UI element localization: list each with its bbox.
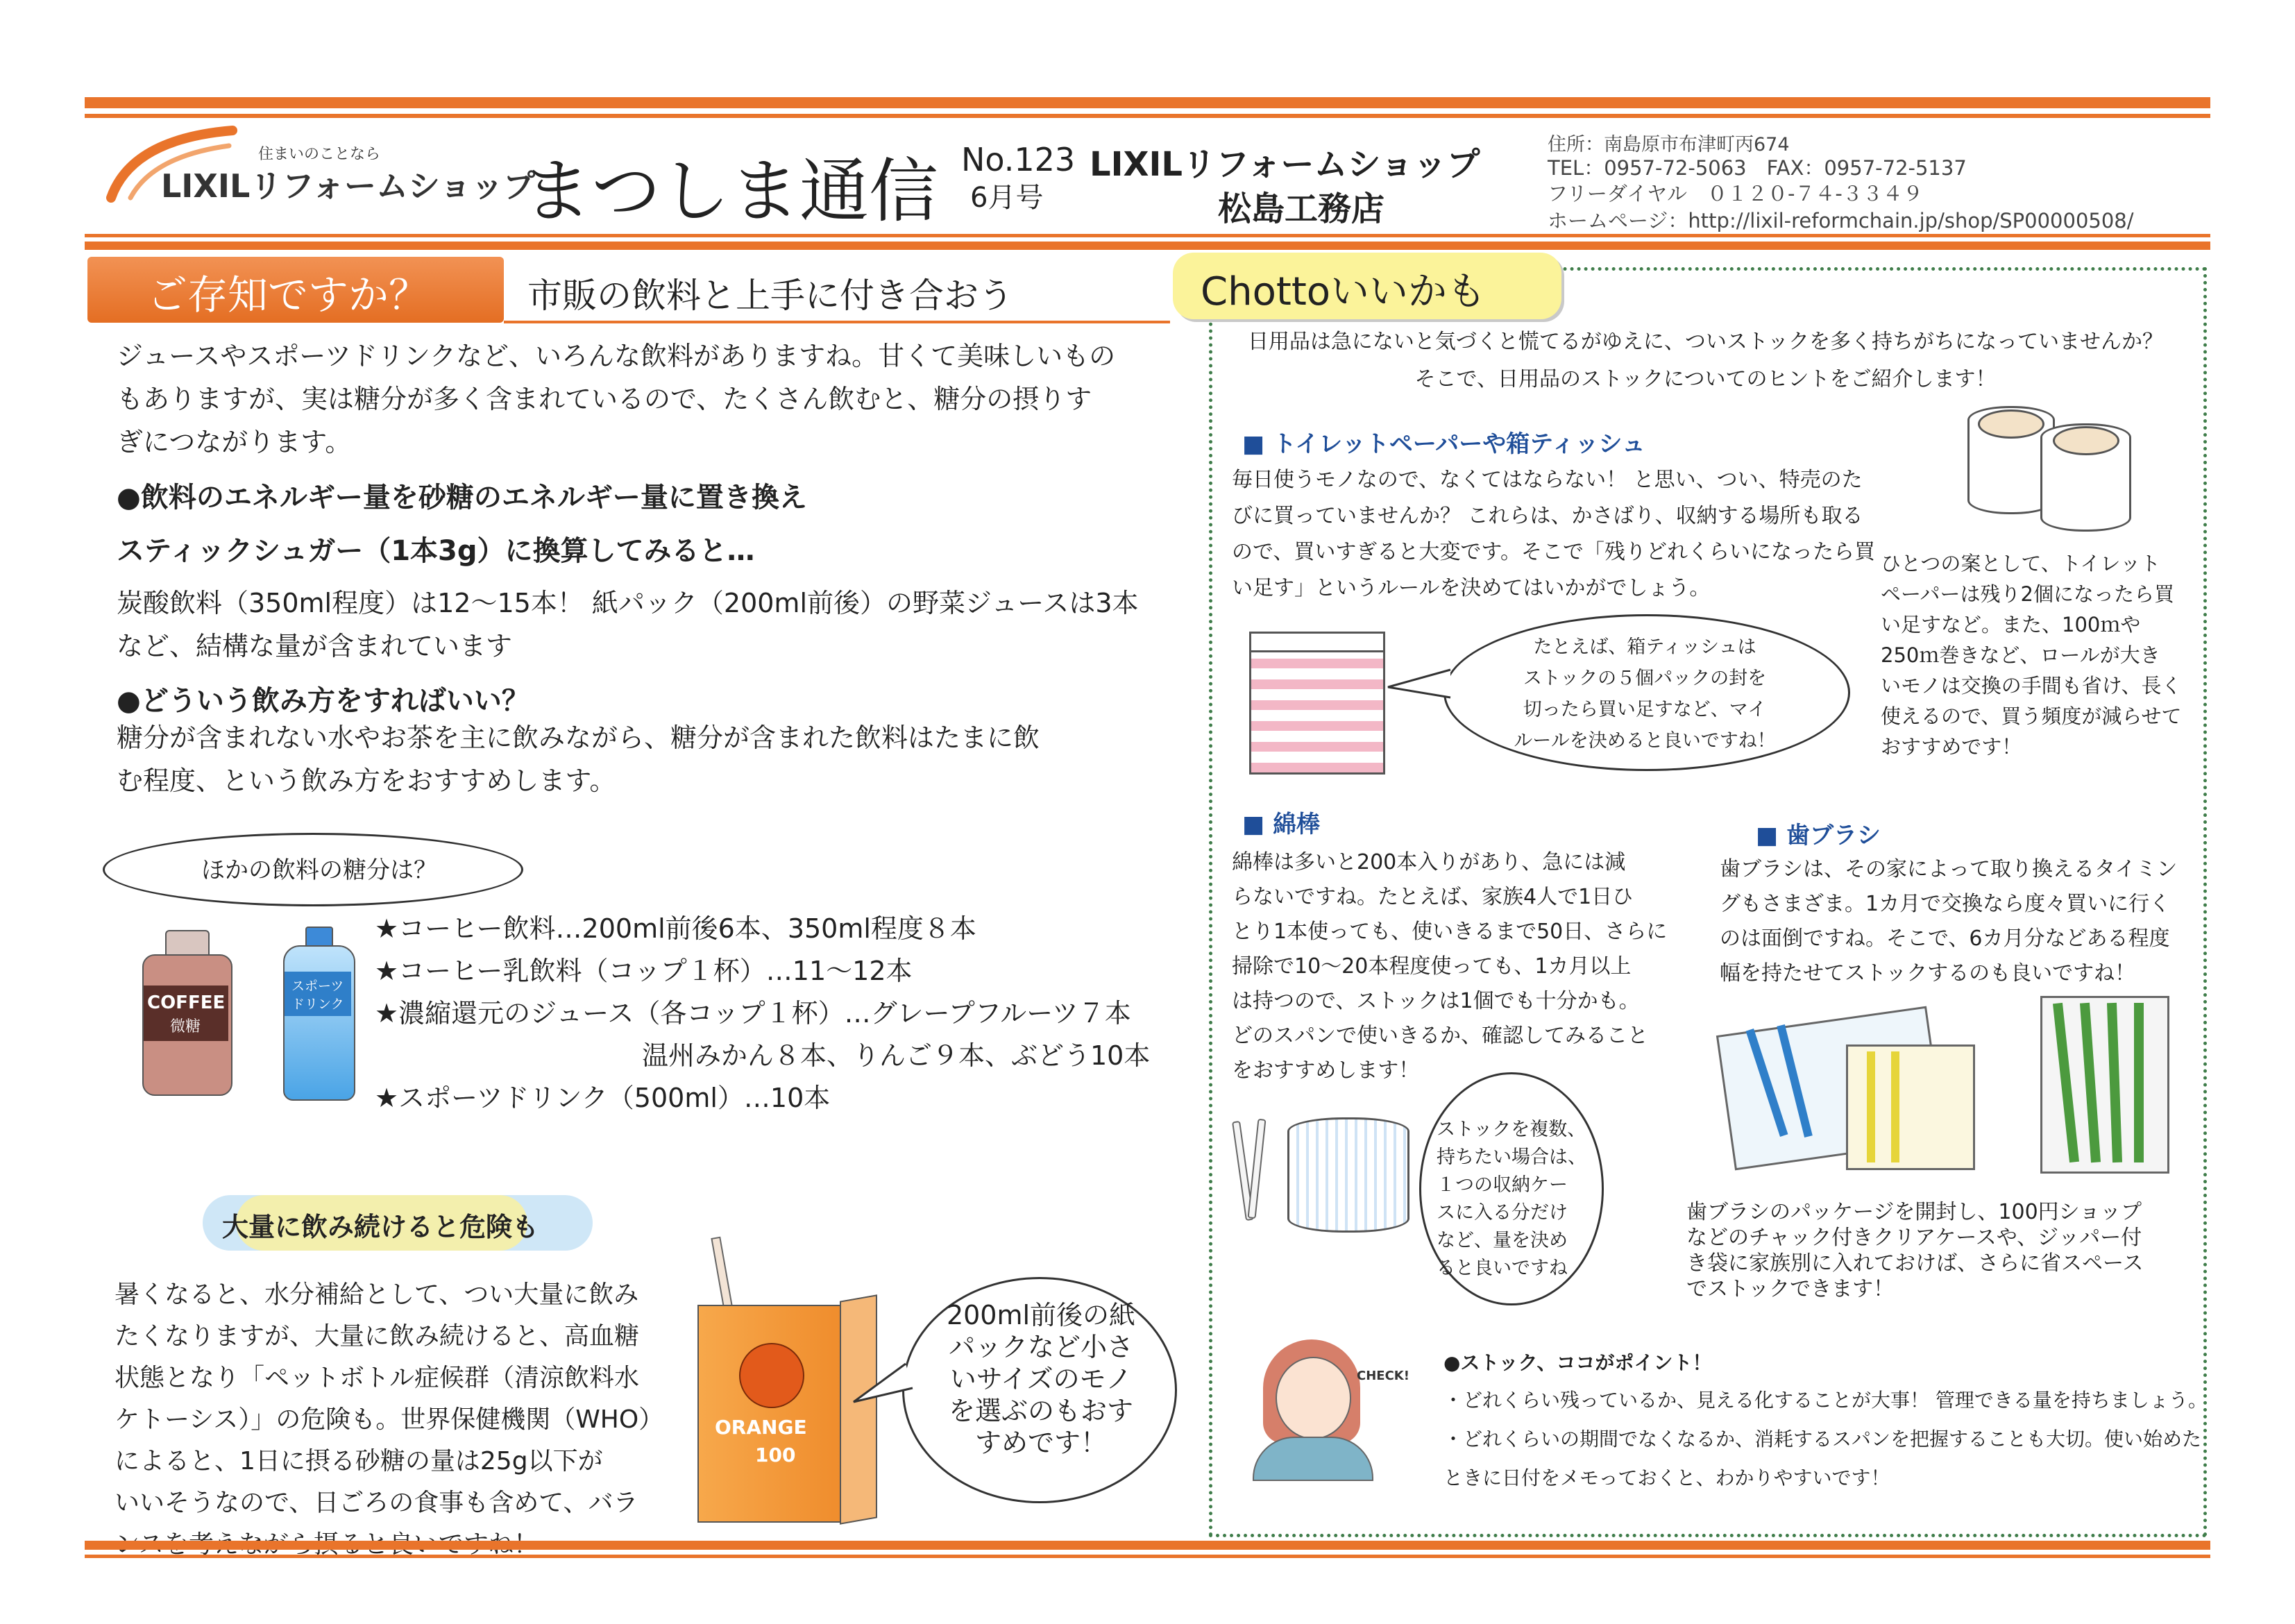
- carton-bubble-line: いサイズのモノ: [949, 1364, 1133, 1394]
- right-tab-label: Chottoいいかも: [1201, 269, 1487, 314]
- tissue-bubble-text: [1464, 632, 1825, 756]
- brush-caption-line: などのチャック付きクリアケースや、ジッパー付: [1686, 1226, 2142, 1250]
- sugar-list-item: ★コーヒー飲料…200ml前後6本、350ml程度８本: [375, 913, 976, 944]
- carton-bubble-line: すめです！: [974, 1428, 1107, 1458]
- bottom-stripe-thick: [85, 1541, 2210, 1550]
- logo-tagline: 住まいのことなら: [258, 146, 381, 163]
- check-label: CHECK!: [1357, 1369, 1409, 1383]
- right-intro-line: 日用品は急にないと気づくと慌てるがゆえに、ついストックを多く持ちがちになっていませんか？: [1247, 330, 2164, 354]
- left-intro-line: ジュースやスポーツドリンクなど、いろんな飲料がありますね。甘くて美味しいもの: [117, 341, 1116, 371]
- shop-address: 住所：南島原市布津町丙674: [1548, 134, 1790, 155]
- swab-line: 掃除で10～20本程度使っても、1カ月以上: [1232, 954, 1632, 979]
- tissue-heading: ■ トイレットペーパーや箱ティッシュ: [1242, 430, 1645, 458]
- bottom-stripe-thin: [85, 1555, 2210, 1558]
- carton-label: ORANGE: [715, 1416, 807, 1439]
- tissue-bubble-line: ストックの５個パックの封を: [1523, 668, 1767, 689]
- point1-line: など、結構な量が含まれています: [117, 631, 513, 661]
- left-intro-line: ぎにつながります。: [117, 427, 352, 457]
- brush-heading: ■ 歯ブラシ: [1756, 822, 1881, 849]
- swab-heading: ■ 綿棒: [1242, 811, 1320, 838]
- shop-tel-fax: TEL：0957-72-5063 FAX：0957-72-5137: [1548, 156, 1967, 180]
- carton-bubble-line: を選ぶのもおす: [948, 1396, 1133, 1426]
- swab-line: らないですね。たとえば、家族4人で1日ひ: [1232, 885, 1634, 909]
- tissue-bubble-line: 切ったら買い足すなど、マイ: [1523, 699, 1767, 720]
- danger-line: 暑くなると、水分補給として、つい大量に飲み: [115, 1280, 639, 1309]
- issue-month: 6月号: [970, 182, 1044, 214]
- danger-line: ケトーシス）」の危険も。世界保健機関（WHO）: [115, 1405, 664, 1434]
- danger-line: 状態となり「ペットボトル症候群（清涼飲料水: [115, 1364, 640, 1392]
- swab-bubble-line: など、量を決め: [1437, 1230, 1568, 1251]
- swab-line: は持つので、ストックは1個でも十分かも。: [1232, 989, 1640, 1013]
- tissue-side-note: [1881, 548, 2200, 762]
- points-title: ●ストック、ココがポイント！: [1443, 1351, 1712, 1374]
- tissue-side-line: 使えるので、買う頻度が減らせて: [1881, 704, 2182, 728]
- point2-body: [117, 716, 1171, 802]
- tissue-bubble-line: ルールを決めると良いですね！: [1514, 730, 1776, 752]
- danger-body: [115, 1274, 670, 1566]
- swab-line: どのスパンで使いきるか、確認してみること: [1232, 1024, 1648, 1048]
- tissue-box-stack: [1249, 645, 1385, 775]
- tissue-side-line: おすすめです！: [1881, 735, 2022, 759]
- tissue-bubble-tail: [1388, 666, 1457, 708]
- swab-body: [1232, 845, 1704, 1088]
- top-stripe-thin: [85, 114, 2210, 118]
- woman-face: [1276, 1357, 1351, 1439]
- point1-body: [117, 582, 1171, 668]
- swab-case: [1287, 1117, 1409, 1233]
- brush-caption: [1686, 1199, 2200, 1302]
- orange-fruit-icon: [739, 1343, 804, 1408]
- tissue-line: 毎日使うモノなので、なくてはならない！ と思い、つい、特売のた: [1232, 468, 1863, 492]
- sugar-list-item: ★コーヒー乳飲料（コップ１杯）…11～12本: [375, 956, 913, 986]
- swab-line: 綿棒は多いと200本入りがあり、急には減: [1232, 850, 1626, 874]
- carton-bubble-line: 200ml前後の紙: [946, 1300, 1136, 1330]
- carton-bubble-text: [930, 1299, 1152, 1459]
- swab-bubble-text: [1437, 1116, 1596, 1283]
- left-intro: [117, 335, 1171, 464]
- sugar-list-item: ★濃縮還元のジュース（各コップ１杯）…グレープフルーツ７本: [375, 998, 1131, 1029]
- swab-bubble-line: 持ちたい場合は、: [1437, 1147, 1586, 1168]
- right-intro: [1211, 323, 2200, 398]
- question-bubble-text: ほかの飲料の糖分は？: [201, 856, 437, 884]
- tissue-side-line: い足すなど。また、100ｍや: [1881, 613, 2141, 636]
- points-list: [1443, 1381, 2208, 1498]
- coffee-can-sublabel: 微糖: [170, 1018, 201, 1035]
- tissue-side-line: ペーパーは残り2個になったら買: [1881, 582, 2175, 606]
- tissue-line: びに買っていませんか？ これらは、かさばり、収納する場所も取る: [1232, 504, 1863, 528]
- tissue-bubble-line: たとえば、箱ティッシュは: [1533, 636, 1756, 658]
- danger-line: いいそうなので、日ごろの食事も含めて、バラ: [115, 1489, 638, 1517]
- swab-bubble-line: ると良いですね: [1437, 1258, 1568, 1279]
- coffee-can-label: COFFEE: [147, 992, 226, 1013]
- carton-body: [697, 1305, 846, 1523]
- header-stripe-thin: [85, 234, 2210, 237]
- points-line: ・どれくらい残っているか、見える化することが大事！ 管理できる量を持ちましょう。: [1443, 1389, 2208, 1412]
- roll-2-top: [2053, 426, 2119, 455]
- brush-yellow: [1867, 1051, 1875, 1162]
- bottle-body: [283, 945, 355, 1101]
- brush-line: 歯ブラシは、その家によって取り換えるタイミン: [1720, 857, 2178, 881]
- brush-caption-line: でストックできます！: [1686, 1277, 1895, 1301]
- brush-caption-line: き袋に家族別に入れておけば、さらに省スペース: [1686, 1251, 2144, 1276]
- danger-line: たくなりますが、大量に飲み続けると、高血糖: [115, 1322, 640, 1351]
- top-stripe-thick: [85, 97, 2210, 108]
- left-intro-line: もありますが、実は糖分が多く含まれているので、たくさん飲むと、糖分の摂りす: [117, 384, 1092, 414]
- shop-brand: LIXILリフォームショップ: [1090, 145, 1480, 184]
- points-line: ・どれくらいの期間でなくなるか、消耗するスパンを把握することも大切。使い始めた: [1443, 1428, 2202, 1450]
- tissue-side-line: 250ｍ巻きなど、ロールが大き: [1881, 643, 2160, 667]
- right-intro-line: そこで、日用品のストックについてのヒントをご紹介します！: [1414, 367, 1997, 391]
- brush-line: 幅を持たせてストックするのも良いですね！: [1720, 961, 2136, 986]
- point2-line: む程度、という飲み方をおすすめします。: [117, 766, 616, 796]
- brush-caption-line: 歯ブラシのパッケージを開封し、100円ショップ: [1686, 1200, 2142, 1224]
- brush-green: [2134, 1003, 2144, 1162]
- section-title-underline: [504, 321, 1170, 323]
- carton-bubble-line: パックなど小さ: [948, 1332, 1133, 1362]
- carton-sublabel: 100: [755, 1444, 796, 1466]
- tissue-side-line: ひとつの案として、トイレット: [1881, 552, 2161, 575]
- brush-line: グもさまざま。1カ月で交換なら度々買いに行く: [1720, 892, 2171, 916]
- points-line: ときに日付をメモっておくと、わかりやすいです！: [1443, 1466, 1890, 1489]
- tissue-side-line: いモノは交換の手間も省け、長く: [1881, 674, 2182, 697]
- shop-free-dial: フリーダイヤル ０１２０-７４-３３４９: [1548, 182, 1923, 205]
- brush-case-2: [1846, 1044, 1975, 1170]
- logo-name: LIXILリフォームショップ: [161, 167, 536, 205]
- swab-bubble-line: ストックを複数、: [1437, 1119, 1586, 1140]
- point1-heading: ●飲料のエネルギー量を砂糖のエネルギー量に置き換え: [117, 482, 807, 514]
- tissue-line: ので、買いすぎると大変です。そこで「残りどれくらいになったら買: [1232, 540, 1875, 564]
- sugar-list: [375, 908, 1180, 1119]
- bottle-label-text: ドリンク: [291, 997, 344, 1012]
- tissue-line: い足す」というルールを決めてはいかがでしょう。: [1232, 576, 1711, 600]
- woman-body: [1253, 1437, 1373, 1481]
- swab-bubble-line: スに入る分だけ: [1437, 1202, 1568, 1224]
- carton-bubble-tail: [854, 1360, 916, 1416]
- left-section-title: 市販の飲料と上手に付き合おう: [527, 276, 1013, 316]
- danger-title: 大量に飲み続けると危険も: [222, 1212, 539, 1242]
- roll-1-top: [1978, 409, 2044, 439]
- brush-yellow: [1891, 1051, 1899, 1162]
- point2-line: 糖分が含まれない水やお茶を主に飲みながら、糖分が含まれた飲料はたまに飲: [117, 722, 1040, 753]
- issue-number: No.123: [961, 141, 1076, 178]
- tissue-box-top: [1249, 632, 1385, 652]
- shop-homepage[interactable]: ホームページ：http://lixil-reformchain.jp/shop/SP00000508/: [1548, 209, 2134, 232]
- brush-body: [1720, 852, 2205, 991]
- sugar-list-item: ★スポーツドリンク（500ml）…10本: [375, 1083, 831, 1113]
- danger-line: によると、1日に摂る砂糖の量は25g以下が: [115, 1447, 603, 1475]
- point1-line: 炭酸飲料（350ml程度）は12～15本！ 紙パック（200ml前後）の野菜ジュースは3本: [117, 588, 1139, 618]
- shop-name: 松島工務店: [1218, 189, 1385, 228]
- header-stripe-thick: [85, 242, 2210, 250]
- brush-line: のは面倒ですね。そこで、6カ月分などある程度: [1720, 927, 2170, 951]
- swab-line: とり1本使っても、使いきるまで50日、さらに: [1232, 920, 1668, 944]
- swab-bubble-line: １つの収納ケー: [1437, 1174, 1568, 1196]
- bottle-label-text: スポーツ: [291, 979, 344, 994]
- point1-sub: スティックシュガー（1本3g）に換算してみると…: [117, 535, 755, 567]
- tissue-body: [1232, 462, 1884, 607]
- newsletter-title: まつしま通信: [522, 151, 938, 232]
- left-tab-label: ご存知ですか？: [147, 271, 430, 319]
- sugar-list-item: 温州みかん８本、りんご９本、ぶどう10本: [642, 1040, 1151, 1071]
- point2-heading: ●どういう飲み方をすればいい？: [117, 685, 530, 717]
- swab-line: をおすすめします！: [1232, 1058, 1420, 1083]
